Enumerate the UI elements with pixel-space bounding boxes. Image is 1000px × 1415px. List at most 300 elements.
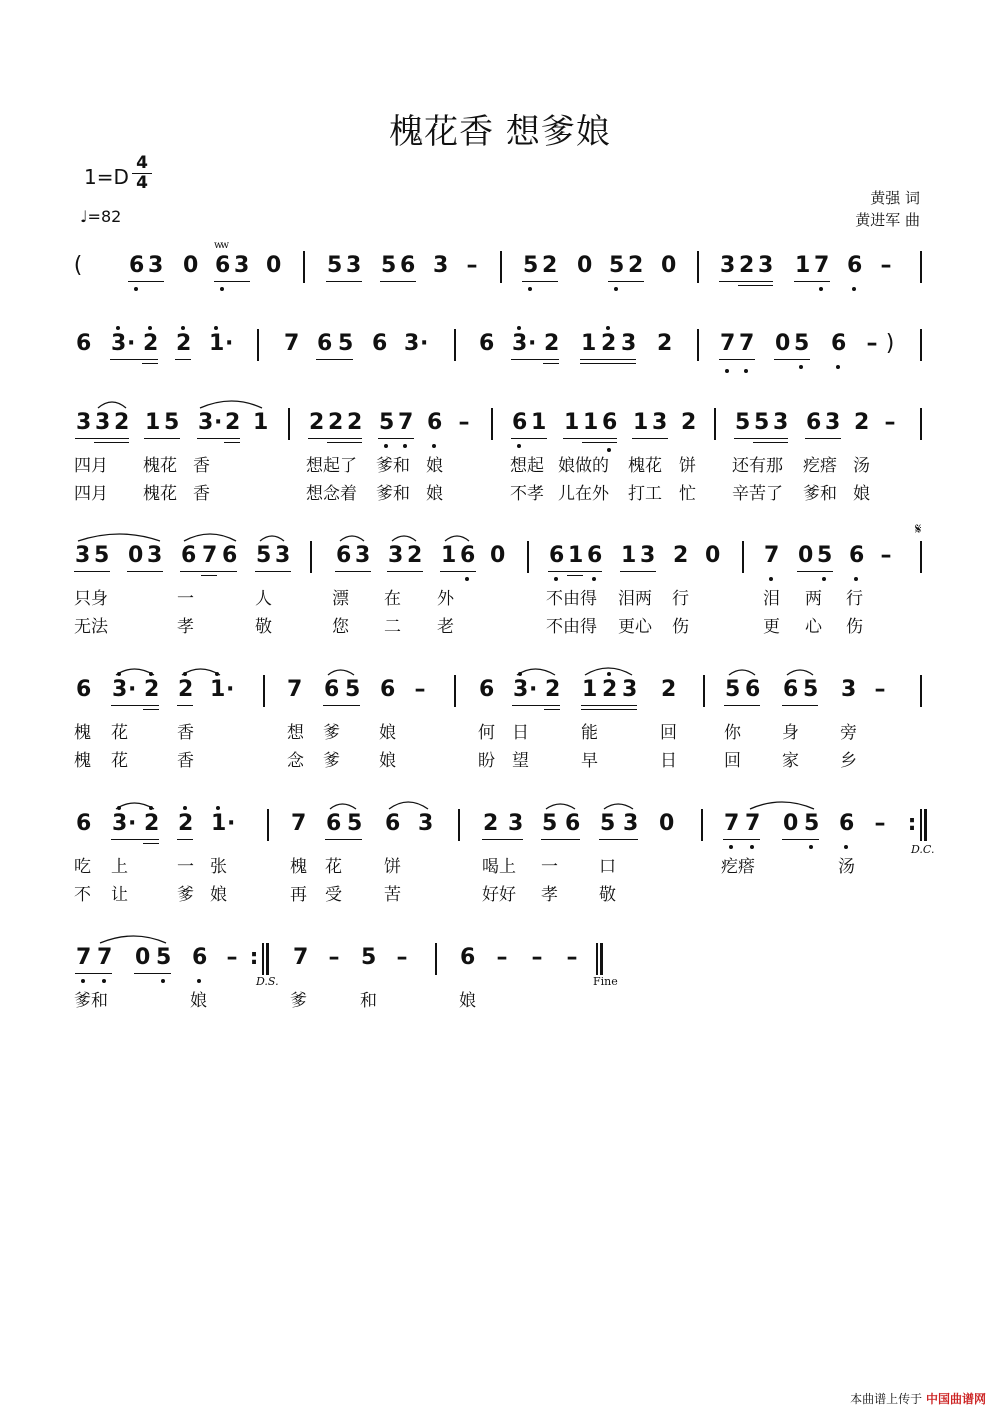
beam-line: [548, 571, 602, 572]
note: 6: [76, 811, 92, 836]
note: –: [414, 677, 426, 702]
segno-icon: 𝄋: [915, 520, 922, 538]
note: :: [907, 811, 917, 836]
beam-line: [316, 359, 353, 360]
lyric-word: 人: [255, 589, 272, 609]
note: 6: [326, 811, 342, 836]
note: 7: [202, 543, 218, 568]
note: 0: [266, 253, 282, 278]
note: 6: [76, 677, 92, 702]
note: –: [458, 410, 470, 435]
note: 3: [275, 543, 291, 568]
time-signature-bottom: 4: [136, 173, 148, 193]
lyric-word: 香: [193, 484, 210, 504]
octave-dot: [161, 979, 165, 983]
note: 6: [783, 677, 799, 702]
bar-line: [701, 809, 703, 841]
note: ·: [227, 811, 236, 836]
note: 0: [783, 811, 799, 836]
note: 2: [144, 811, 160, 836]
note: 3: [147, 543, 163, 568]
bar-line: [435, 943, 437, 975]
lyric-word: 敬: [255, 617, 272, 637]
lyric-word: 张: [210, 857, 227, 877]
note: –: [496, 945, 508, 970]
beam-line: [620, 571, 656, 572]
lyric-word: 娘: [379, 751, 396, 771]
fine-mark: Fine: [593, 975, 618, 988]
note: 2: [114, 410, 130, 435]
beam-line: [143, 843, 159, 844]
note: 3: [652, 410, 668, 435]
note: ·: [226, 677, 235, 702]
octave-dot: [116, 326, 120, 330]
bar-line: [920, 675, 922, 707]
note: 2: [176, 331, 192, 356]
note: 3: [198, 410, 214, 435]
note: 1: [211, 811, 227, 836]
beam-line: [143, 709, 159, 710]
lyric-word: 能: [581, 723, 598, 743]
lyric-word: 娘做的: [558, 456, 609, 476]
site-logo[interactable]: 中国曲谱网: [925, 1392, 986, 1406]
note: 1: [145, 410, 161, 435]
beam-line: [201, 575, 217, 576]
note: 6: [587, 543, 603, 568]
beam-line: [74, 571, 110, 572]
lyric-word: 香: [177, 723, 194, 743]
octave-dot: [465, 577, 469, 581]
bar-line: [703, 675, 705, 707]
lyric-word: 想起了: [306, 456, 357, 476]
note: 3: [112, 677, 128, 702]
note: 3: [841, 677, 857, 702]
lyric-word: 娘: [459, 991, 476, 1011]
lyric-word: 盼: [478, 751, 495, 771]
note: 1: [210, 677, 226, 702]
note: 2: [144, 677, 160, 702]
bar-line: [920, 329, 922, 361]
beam-line: [782, 705, 818, 706]
lyric-word: 伤: [672, 617, 689, 637]
lyric-word: 一: [177, 589, 194, 609]
quarter-note-icon: ♩: [80, 207, 88, 226]
beam-line: [177, 839, 193, 840]
bar-line: [697, 329, 699, 361]
beam-line: [543, 363, 559, 364]
note: 7: [720, 331, 736, 356]
note: 1: [531, 410, 547, 435]
lyric-word: 忙: [679, 484, 696, 504]
note: 6: [847, 253, 863, 278]
note: –: [566, 945, 578, 970]
note: 6: [192, 945, 208, 970]
note: 5: [754, 410, 770, 435]
octave-dot: [606, 326, 610, 330]
lyric-word: 望: [512, 751, 529, 771]
lyric-word: 敬: [599, 885, 616, 905]
note: 2: [544, 331, 560, 356]
lyric-word: 旁: [840, 723, 857, 743]
note: 6: [427, 410, 443, 435]
lyric-word: 娘: [379, 723, 396, 743]
beam-line: [567, 575, 583, 576]
note: 2: [483, 811, 499, 836]
note: 3: [95, 410, 111, 435]
note: 6: [745, 677, 761, 702]
note: 1: [582, 677, 598, 702]
note: –: [880, 543, 892, 568]
lyric-word: 槐: [290, 857, 307, 877]
note: 2: [309, 410, 325, 435]
note: 3: [234, 253, 250, 278]
bar-line: [920, 408, 922, 440]
lyric-word: 行: [846, 589, 863, 609]
lyric-word: 爹: [290, 991, 307, 1011]
note: 6: [479, 331, 495, 356]
note: 5: [379, 410, 395, 435]
beam-line: [387, 571, 423, 572]
beam-line: [511, 438, 547, 439]
octave-dot: [517, 444, 521, 448]
lyric-word: 无法: [74, 617, 108, 637]
bar-line: [454, 329, 456, 361]
note: ): [885, 331, 895, 356]
note: 6: [806, 410, 822, 435]
note: 5: [94, 543, 110, 568]
footer-text: 本曲谱上传于: [850, 1392, 923, 1406]
beam-line: [581, 709, 637, 710]
note: 0: [490, 543, 506, 568]
note: –: [226, 945, 238, 970]
octave-dot: [554, 577, 558, 581]
note: 7: [764, 543, 780, 568]
note: 3: [75, 543, 91, 568]
note: 5: [609, 253, 625, 278]
beam-line: [111, 705, 159, 706]
lyric-word: 泪两: [618, 589, 652, 609]
note: 0: [775, 331, 791, 356]
note: 1: [581, 331, 597, 356]
lyric-word: 苦: [384, 885, 401, 905]
note: 5: [347, 811, 363, 836]
note: 6: [512, 410, 528, 435]
lyric-word: 爹: [323, 751, 340, 771]
lyric-word: 槐花: [143, 484, 177, 504]
octave-dot: [750, 845, 754, 849]
lyric-word: 让: [111, 885, 128, 905]
lyric-word: 打工: [628, 484, 662, 504]
bar-line: [527, 541, 529, 573]
note: 0: [705, 543, 721, 568]
note: 5: [164, 410, 180, 435]
octave-dot: [432, 444, 436, 448]
bar-line: [920, 251, 922, 283]
lyric-word: 娘: [426, 484, 443, 504]
note: 5: [338, 331, 354, 356]
lyric-word: 香: [193, 456, 210, 476]
beam-line: [719, 281, 773, 282]
beam-line: [323, 705, 360, 706]
beam-line: [544, 709, 560, 710]
lyric-word: 回: [724, 751, 741, 771]
note: 5: [817, 543, 833, 568]
note: –: [866, 331, 878, 356]
beam-line: [224, 442, 240, 443]
lyric-word: 槐: [74, 723, 91, 743]
note: 6: [839, 811, 855, 836]
lyric-word: 孝: [541, 885, 558, 905]
lyric-word: 喝上: [482, 857, 516, 877]
beam-line: [175, 359, 191, 360]
slur-marks: [0, 795, 1000, 815]
note: 5: [156, 945, 172, 970]
mordent-icon: ww: [214, 240, 228, 251]
note: 2: [347, 410, 363, 435]
lyric-word: 好好: [482, 885, 516, 905]
octave-dot: [822, 577, 826, 581]
lyric-word: 槐花: [143, 456, 177, 476]
note: 0: [183, 253, 199, 278]
bar-line: [924, 809, 927, 841]
lyric-word: 一: [177, 857, 194, 877]
note: ·: [529, 677, 538, 702]
note: 1: [583, 410, 599, 435]
note: 0: [128, 543, 144, 568]
bar-line: [500, 251, 502, 283]
note: 3: [623, 811, 639, 836]
note: 3: [512, 331, 528, 356]
slur-marks: [0, 394, 1000, 414]
note: 6: [324, 677, 340, 702]
beam-line: [632, 438, 668, 439]
note: 6: [565, 811, 581, 836]
octave-dot: [854, 577, 858, 581]
note: 2: [178, 677, 194, 702]
octave-dot: [220, 287, 224, 291]
beam-line: [142, 363, 158, 364]
note: ·: [420, 331, 429, 356]
note: 1: [633, 410, 649, 435]
beam-line: [753, 442, 788, 443]
beam-line: [75, 438, 129, 439]
note: 2: [143, 331, 159, 356]
lyric-word: 孝: [177, 617, 194, 637]
octave-dot: [197, 979, 201, 983]
note: 6: [460, 543, 476, 568]
octave-dot: [181, 326, 185, 330]
lyric-word: 早: [581, 751, 598, 771]
beam-line: [180, 571, 237, 572]
lyric-word: 爹和: [74, 991, 108, 1011]
lyric-word: 想: [287, 723, 304, 743]
note: (: [73, 253, 83, 278]
note: 5: [361, 945, 377, 970]
note: 5: [803, 677, 819, 702]
lyric-word: 漂: [332, 589, 349, 609]
beam-line: [75, 973, 112, 974]
note: 6: [479, 677, 495, 702]
octave-dot: [134, 287, 138, 291]
note: 2: [602, 677, 618, 702]
note: –: [874, 811, 886, 836]
note: 7: [814, 253, 830, 278]
note: 3: [388, 543, 404, 568]
lyric-word: 汤: [838, 857, 855, 877]
note: 6: [336, 543, 352, 568]
composer-credit: 黄进军 曲: [855, 211, 920, 229]
bar-line: [920, 541, 922, 573]
lyric-word: 何: [478, 723, 495, 743]
beam-line: [94, 442, 129, 443]
lyric-word: 更心: [618, 617, 652, 637]
note: 2: [545, 677, 561, 702]
note: 3: [433, 253, 449, 278]
note: 3: [148, 253, 164, 278]
lyric-word: 娘: [426, 456, 443, 476]
beam-line: [214, 281, 250, 282]
note: 2: [225, 410, 241, 435]
lyric-word: 四月: [74, 484, 108, 504]
note: 3: [773, 410, 789, 435]
note: 7: [739, 331, 755, 356]
bar-line: [310, 541, 312, 573]
note: 7: [76, 945, 92, 970]
beam-line: [110, 359, 158, 360]
note: 2: [628, 253, 644, 278]
lyric-word: 日: [512, 723, 529, 743]
beam-line: [563, 438, 617, 439]
beam-line: [582, 442, 617, 443]
note: –: [874, 677, 886, 702]
lyric-word: 儿在外: [558, 484, 609, 504]
note: 3: [355, 543, 371, 568]
beam-line: [378, 438, 414, 439]
tempo-value: =82: [87, 207, 122, 226]
octave-dot: [729, 845, 733, 849]
octave-dot: [744, 369, 748, 373]
tempo-marking: [80, 207, 121, 226]
note: 6: [129, 253, 145, 278]
bar-line: [697, 251, 699, 283]
lyric-word: 爹和: [376, 484, 410, 504]
note: 3: [513, 677, 529, 702]
octave-dot: [852, 287, 856, 291]
octave-dot: [836, 365, 840, 369]
octave-dot: [148, 326, 152, 330]
note: 3: [404, 331, 420, 356]
octave-dot: [592, 577, 596, 581]
beam-line: [522, 281, 558, 282]
beam-line: [782, 839, 819, 840]
lyric-word: 两: [805, 589, 822, 609]
lyric-word: 爹: [323, 723, 340, 743]
note: 2: [178, 811, 194, 836]
lyric-word: 爹和: [376, 456, 410, 476]
bar-line: [257, 329, 259, 361]
lyric-word: 槐花: [628, 456, 662, 476]
note: 2: [657, 331, 673, 356]
lyric-word: 汤: [853, 456, 870, 476]
beam-line: [580, 363, 636, 364]
note: –: [396, 945, 408, 970]
song-title: 槐花香 想爹娘: [389, 112, 611, 152]
note: 6: [400, 253, 416, 278]
beam-line: [127, 571, 163, 572]
beam-line: [308, 438, 362, 439]
note: 2: [661, 677, 677, 702]
note: 7: [724, 811, 740, 836]
note: 5: [542, 811, 558, 836]
note: 5: [327, 253, 343, 278]
beam-line: [805, 438, 841, 439]
lyric-word: 饼: [384, 857, 401, 877]
lyric-word: 疙瘩: [721, 857, 755, 877]
lyric-word: 娘: [210, 885, 227, 905]
lyric-word: 口: [599, 857, 616, 877]
note: 1: [209, 331, 225, 356]
beam-line: [541, 839, 580, 840]
note: –: [531, 945, 543, 970]
note: 0: [135, 945, 151, 970]
note: ·: [225, 331, 234, 356]
beam-line: [128, 281, 164, 282]
note: 3: [76, 410, 92, 435]
note: :: [249, 945, 259, 970]
octave-dot: [725, 369, 729, 373]
beam-line: [255, 571, 291, 572]
ds-mark: D.S.: [256, 975, 279, 988]
beam-line: [144, 438, 180, 439]
note: 3: [621, 331, 637, 356]
lyric-word: 念: [287, 751, 304, 771]
note: 5: [381, 253, 397, 278]
bar-line: [303, 251, 305, 283]
lyric-word: 家: [782, 751, 799, 771]
footer: [850, 1390, 986, 1407]
beam-line: [197, 438, 240, 439]
key-signature: 1=D: [84, 165, 129, 189]
note: 7: [291, 811, 307, 836]
note: 6: [549, 543, 565, 568]
lyric-word: 槐: [74, 751, 91, 771]
lyric-word: 只身: [74, 589, 108, 609]
note: 0: [798, 543, 814, 568]
beam-line: [738, 285, 773, 286]
beam-line: [482, 839, 523, 840]
lyric-word: 娘: [853, 484, 870, 504]
lyric-word: 受: [325, 885, 342, 905]
octave-dot: [517, 326, 521, 330]
note: 1: [253, 410, 269, 435]
lyric-word: 不由得: [546, 589, 597, 609]
note: 3: [622, 677, 638, 702]
note: 3: [346, 253, 362, 278]
note: 1: [441, 543, 457, 568]
lyric-word: 花: [325, 857, 342, 877]
beam-line: [380, 281, 416, 282]
note: 6: [602, 410, 618, 435]
octave-dot: [214, 326, 218, 330]
note: 3: [112, 811, 128, 836]
lyric-word: 更: [763, 617, 780, 637]
note: 7: [293, 945, 309, 970]
octave-dot: [81, 979, 85, 983]
beam-line: [774, 359, 810, 360]
lyric-word: 身: [782, 723, 799, 743]
note: 0: [659, 811, 675, 836]
note: 1: [795, 253, 811, 278]
